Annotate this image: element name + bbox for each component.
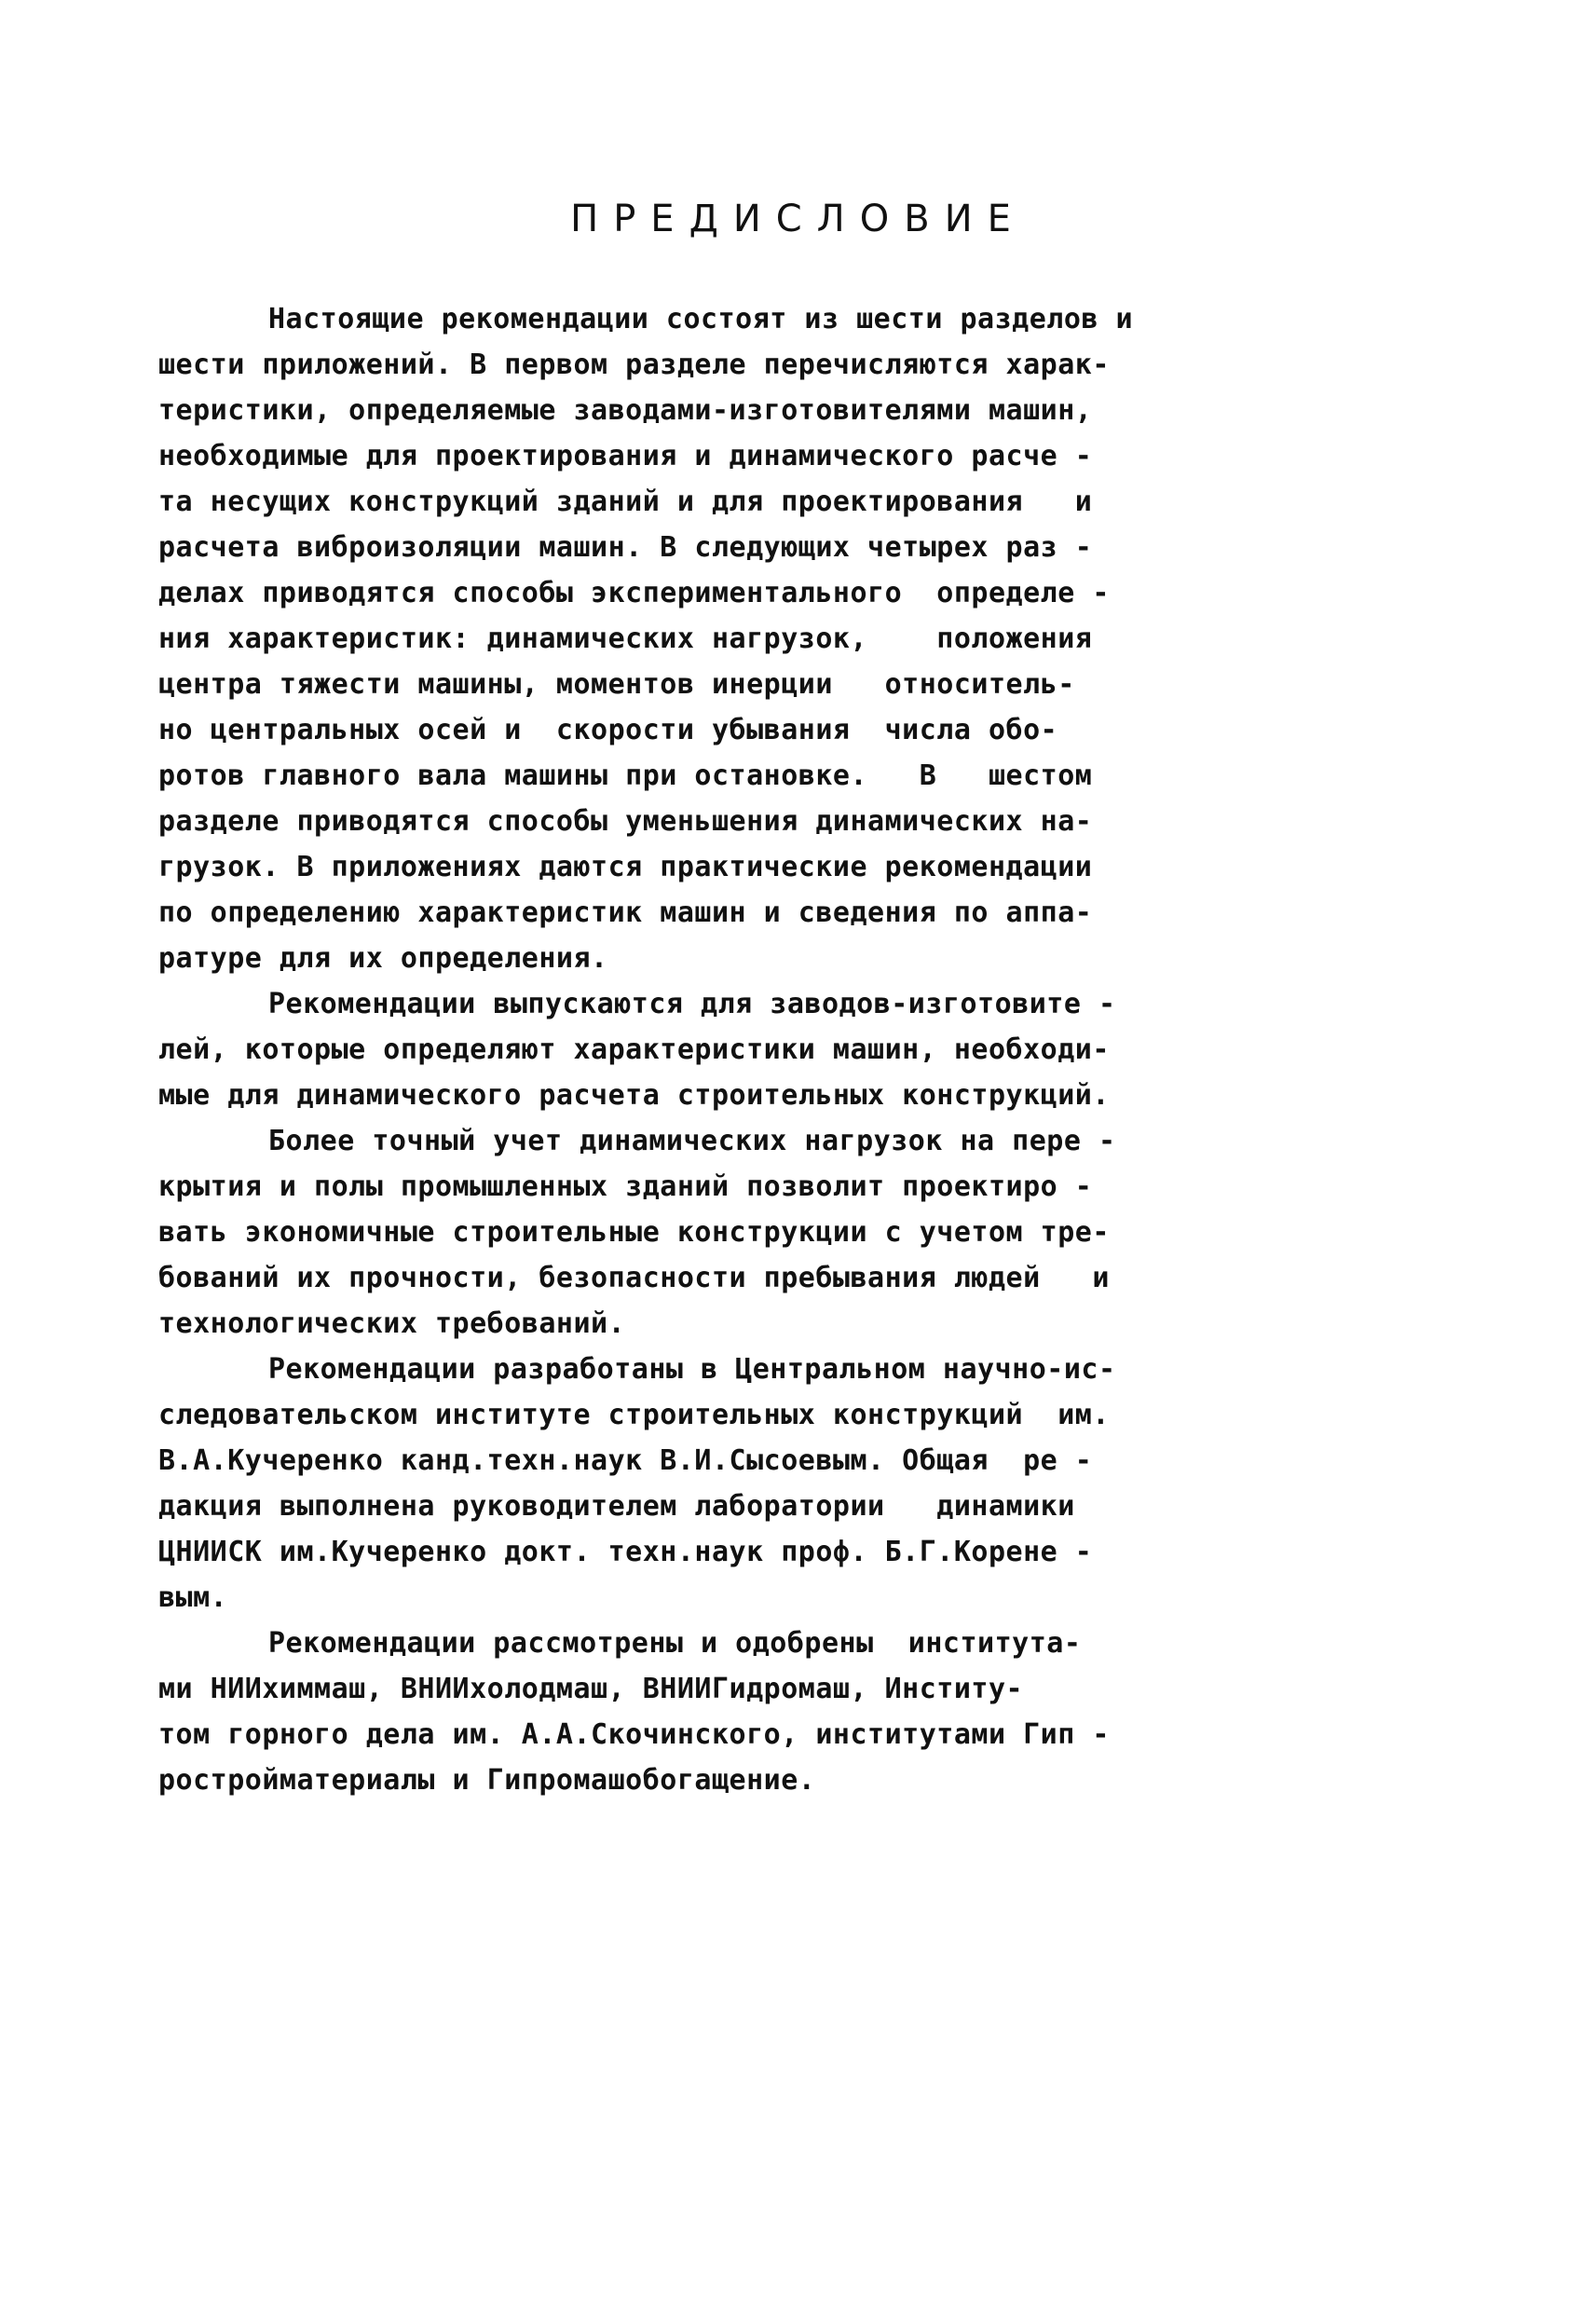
text-line: разделе приводятся способы уменьшения динамических на- <box>158 805 1093 838</box>
text-line: ЦНИИСК им.Кучеренко докт. техн.наук проф. Б.Г.Корене - <box>158 1536 1093 1568</box>
text-line: дакция выполнена руководителем лаборатории динамики <box>158 1490 1075 1523</box>
text-line: Более точный учет динамических нагрузок на пере - <box>268 1125 1116 1157</box>
text-line: необходимые для проектирования и динамического расче - <box>158 440 1093 472</box>
page-title: ПРЕДИСЛОВИЕ <box>570 198 1026 240</box>
text-line: центра тяжести машины, моментов инерции относитель- <box>158 668 1075 701</box>
text-line: бований их прочности, безопасности пребывания людей и <box>158 1262 1110 1294</box>
text-line: шести приложений. В первом разделе перечисляются харак- <box>158 349 1110 381</box>
text-line: том горного дела им. А.А.Скочинского, институтами Гип - <box>158 1718 1110 1751</box>
text-line: грузок. В приложениях даются практические рекомендации <box>158 851 1093 883</box>
text-line: мые для динамического расчета строительных конструкций. <box>158 1079 1110 1112</box>
text-line: технологических требований. <box>158 1307 626 1340</box>
text-line: ми НИИхиммаш, ВНИИхолодмаш, ВНИИГидромаш, Институ- <box>158 1673 1024 1705</box>
text-line: Рекомендации разработаны в Центральном научно-ис- <box>268 1353 1116 1386</box>
text-line: Рекомендации выпускаются для заводов-изготовите - <box>268 988 1116 1020</box>
text-line: вать экономичные строительные конструкции с учетом тре- <box>158 1216 1110 1249</box>
text-line: вым. <box>158 1581 228 1614</box>
text-line: Настоящие рекомендации состоят из шести разделов и <box>268 303 1134 335</box>
text-line: ния характеристик: динамических нагрузок, положения <box>158 622 1093 655</box>
text-line: расчета виброизоляции машин. В следующих четырех раз - <box>158 531 1093 564</box>
text-line: делах приводятся способы экспериментального определе - <box>158 577 1110 609</box>
text-line: ростройматериалы и Гипромашобогащение. <box>158 1764 816 1797</box>
text-line: ратуре для их определения. <box>158 942 608 975</box>
text-line: следовательском институте строительных конструкций им. <box>158 1399 1110 1431</box>
text-line: крытия и полы промышленных зданий позволит проектиро - <box>158 1170 1093 1203</box>
text-line: В.А.Кучеренко канд.техн.наук В.И.Сысоевым. Общая ре - <box>158 1444 1093 1477</box>
text-line: но центральных осей и скорости убывания числа обо- <box>158 714 1058 746</box>
text-line: лей, которые определяют характеристики машин, необходи- <box>158 1033 1110 1066</box>
text-line: Рекомендации рассмотрены и одобрены института- <box>268 1627 1082 1660</box>
preface-body <box>158 296 1444 1803</box>
text-line: ротов главного вала машины при остановке. В шестом <box>158 759 1093 792</box>
text-line: по определению характеристик машин и сведения по аппа- <box>158 896 1093 929</box>
text-line: та несущих конструкций зданий и для проектирования и <box>158 485 1093 518</box>
text-line: теристики, определяемые заводами-изготовителями машин, <box>158 394 1093 427</box>
